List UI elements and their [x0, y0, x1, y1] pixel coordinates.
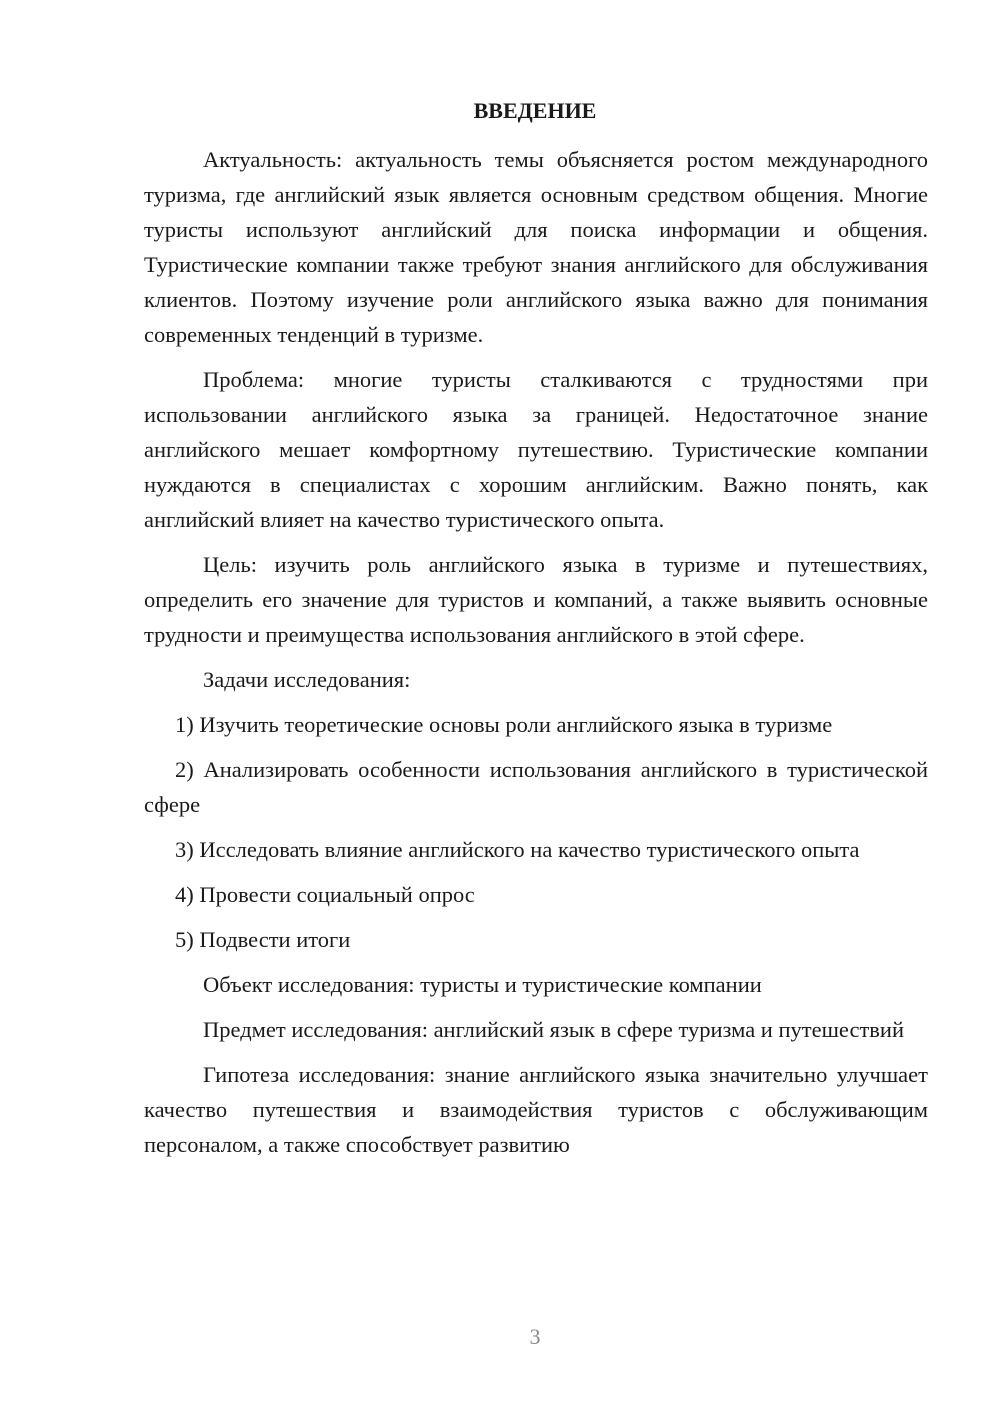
paragraph-problem: Проблема: многие туристы сталкиваются с трудностями при использовании английского языка за границей. Недостаточное знание английского мешает комфортному путешествию. Туристические компании нуждаются в специалистах с хорошим английским. Важно понять, как английский влияет на качество туристического опыта.: [144, 367, 928, 532]
paragraph-object: Объект исследования: туристы и туристические компании: [203, 972, 762, 997]
list-item-task-4: 4) Провести социальный опрос: [175, 882, 475, 907]
list-item-task-5: 5) Подвести итоги: [175, 927, 351, 952]
list-item-task-2: 2) Анализировать особенности использования английского в туристической сфере: [144, 757, 928, 817]
page-number: 3: [529, 1324, 541, 1349]
page-title: ВВЕДЕНИЕ: [473, 98, 597, 123]
paragraph-hypothesis: Гипотеза исследования: знание английского языка значительно улучшает качество путешествия и взаимодействия туристов с обслуживающим персоналом, а также способствует развитию: [144, 1062, 928, 1157]
paragraph-tasks-heading: Задачи исследования:: [203, 667, 411, 692]
list-item-task-1: 1) Изучить теоретические основы роли английского языка в туризме: [175, 712, 833, 737]
paragraph-goal: Цель: изучить роль английского языка в туризме и путешествиях, определить его значение для туристов и компаний, а также выявить основные трудности и преимущества использования английского в этой сфере.: [144, 552, 928, 647]
paragraph-relevance: Актуальность: актуальность темы объясняется ростом международного туризма, где английский язык является основным средством общения. Многие туристы используют английский для поиска информации и общения. Туристические компании также требуют знания английского для обслуживания клиентов. Поэтому изучение роли английского языка важно для понимания современных тенденций в туризме.: [144, 147, 928, 347]
paragraph-subject: Предмет исследования: английский язык в сфере туризма и путешествий: [203, 1017, 904, 1042]
document-body: [144, 142, 928, 1172]
list-item-task-3: 3) Исследовать влияние английского на качество туристического опыта: [175, 837, 860, 862]
